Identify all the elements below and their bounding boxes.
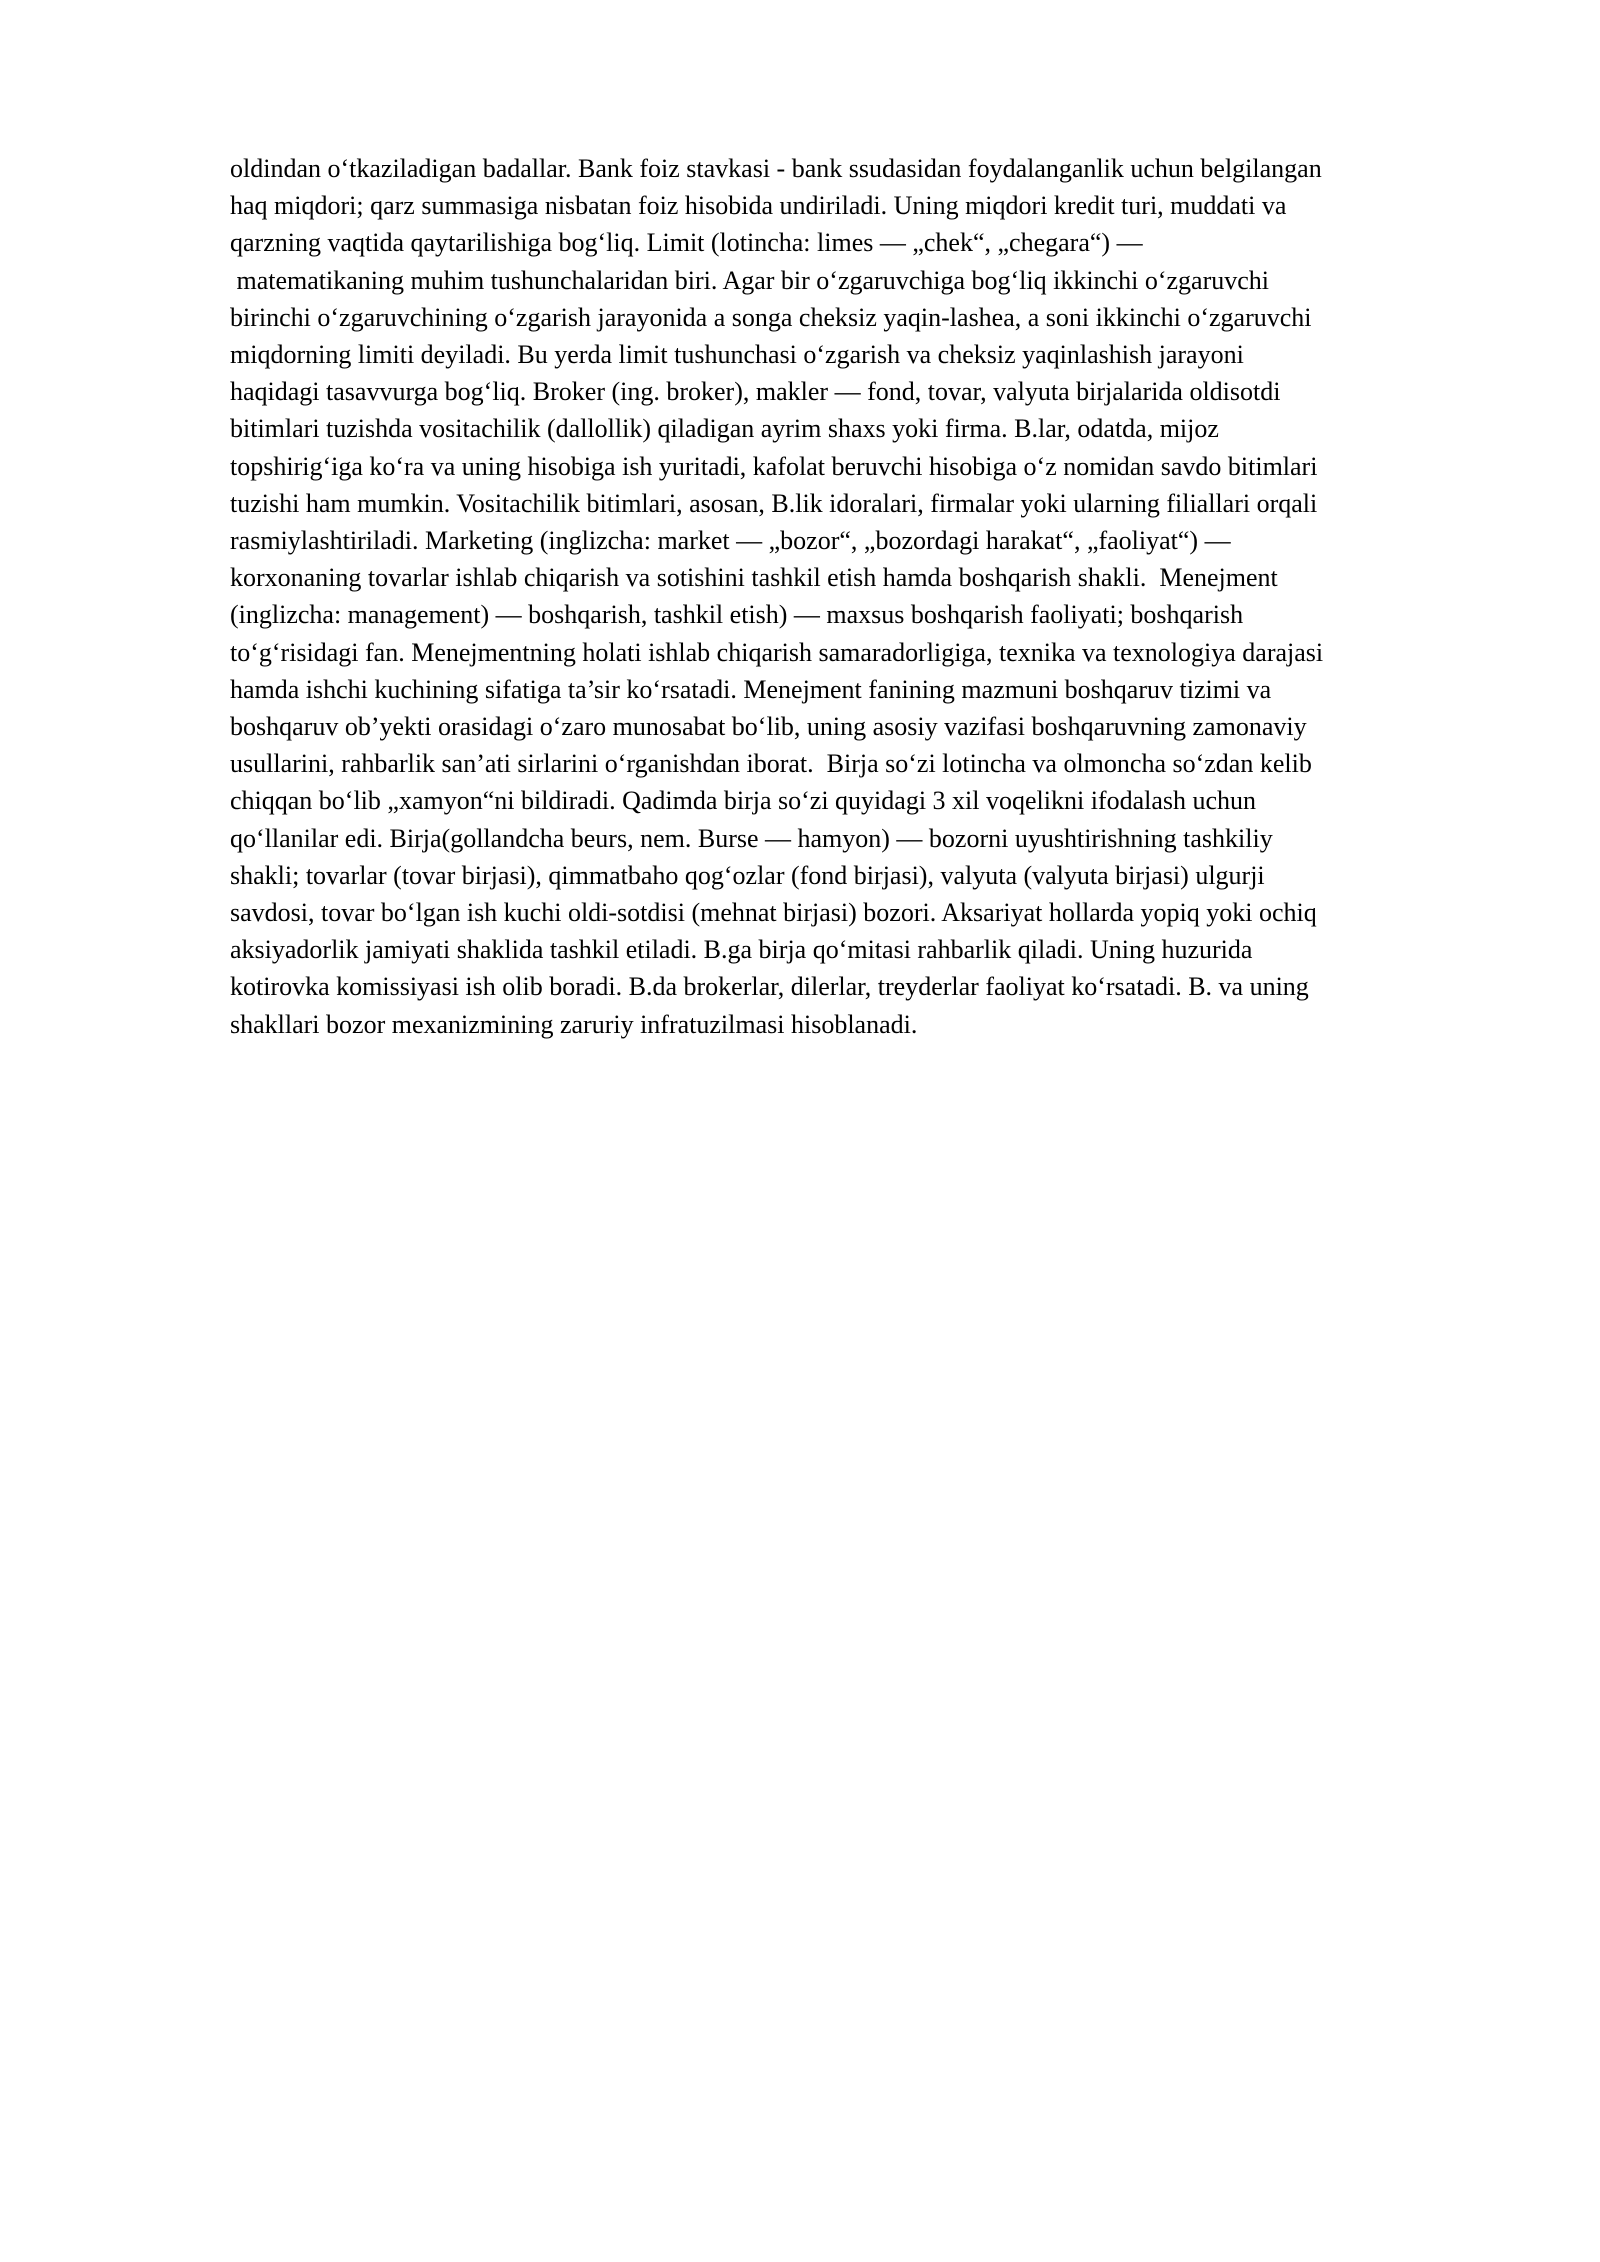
text-line: chiqqan bo‘lib „xamyon“ni bildiradi. Qadimda birja so‘zi quyidagi 3 xil voqelikni ifodalash uchun	[230, 786, 1257, 816]
text-line: (inglizcha: management) — boshqarish, tashkil etish) — maxsus boshqarish faoliyati; boshqarish	[230, 600, 1244, 630]
text-line: qo‘llanilar edi. Birja(gollandcha beurs, nem. Burse — hamyon) — bozorni uyushtirishning tashkiliy	[230, 823, 1273, 853]
text-line: shakli; tovarlar (tovar birjasi), qimmatbaho qog‘ozlar (fond birjasi), valyuta (valyuta birjasi) ulgurji	[230, 860, 1265, 890]
body-paragraph	[230, 150, 1480, 1043]
text-line: korxonaning tovarlar ishlab chiqarish va sotishini tashkil etish hamda boshqarish shakli. Menejment	[230, 563, 1278, 593]
text-line: haqidagi tasavvurga bog‘liq. Broker (ing. broker), makler — fond, tovar, valyuta birjalarida oldisotdi	[230, 377, 1281, 407]
text-line: matematikaning muhim tushunchalaridan biri. Agar bir o‘zgaruvchiga bog‘liq ikkinchi o‘zgaruvchi	[230, 265, 1269, 295]
text-line: usullarini, rahbarlik san’ati sirlarini o‘rganishdan iborat. Birja so‘zi lotincha va olmoncha so‘zdan kelib	[230, 749, 1312, 779]
text-line: shakllari bozor mexanizmining zaruriy infratuzilmasi hisoblanadi.	[230, 1009, 918, 1039]
text-line: aksiyadorlik jamiyati shaklida tashkil etiladi. B.ga birja qo‘mitasi rahbarlik qiladi. Uning huzurida	[230, 935, 1253, 965]
text-line: kotirovka komissiyasi ish olib boradi. B.da brokerlar, dilerlar, treyderlar faoliyat ko‘rsatadi. B. va uning	[230, 972, 1309, 1002]
text-line: savdosi, tovar bo‘lgan ish kuchi oldi-sotdisi (mehnat birjasi) bozori. Aksariyat hollarda yopiq yoki ochiq	[230, 898, 1317, 928]
text-line: qarzning vaqtida qaytarilishiga bog‘liq. Limit (lotincha: limes — „chek“, „chegara“) —	[230, 228, 1143, 258]
text-line: to‘g‘risidagi fan. Menejmentning holati ishlab chiqarish samaradorligiga, texnika va texnologiya darajasi	[230, 637, 1324, 667]
text-line: boshqaruv ob’yekti orasidagi o‘zaro munosabat bo‘lib, uning asosiy vazifasi boshqaruvning zamonaviy	[230, 712, 1307, 742]
text-line: tuzishi ham mumkin. Vositachilik bitimlari, asosan, B.lik idoralari, firmalar yoki ularning filiallari orqali	[230, 488, 1318, 518]
text-line: miqdorning limiti deyiladi. Bu yerda limit tushunchasi o‘zgarish va cheksiz yaqinlashish jarayoni	[230, 340, 1244, 370]
text-line: bitimlari tuzishda vositachilik (dallollik) qiladigan ayrim shaxs yoki firma. B.lar, odatda, mijoz	[230, 414, 1219, 444]
text-line: rasmiylashtiriladi. Marketing (inglizcha: market — „bozor“, „bozordagi harakat“, „faoliyat“) —	[230, 526, 1231, 556]
text-line: hamda ishchi kuchining sifatiga ta’sir ko‘rsatadi. Menejment fanining mazmuni boshqaruv tizimi va	[230, 674, 1272, 704]
text-line: topshirig‘iga ko‘ra va uning hisobiga ish yuritadi, kafolat beruvchi hisobiga o‘z nomidan savdo bitimlari	[230, 451, 1318, 481]
text-line: oldindan o‘tkaziladigan badallar. Bank foiz stavkasi - bank ssudasidan foydalanganlik uchun belgilangan	[230, 154, 1322, 183]
text-line: birinchi o‘zgaruvchining o‘zgarish jarayonida a songa cheksiz yaqin-lashea, a soni ikkinchi o‘zgaruvchi	[230, 302, 1312, 332]
text-line: haq miqdori; qarz summasiga nisbatan foiz hisobida undiriladi. Uning miqdori kredit turi, muddati va	[230, 191, 1287, 221]
